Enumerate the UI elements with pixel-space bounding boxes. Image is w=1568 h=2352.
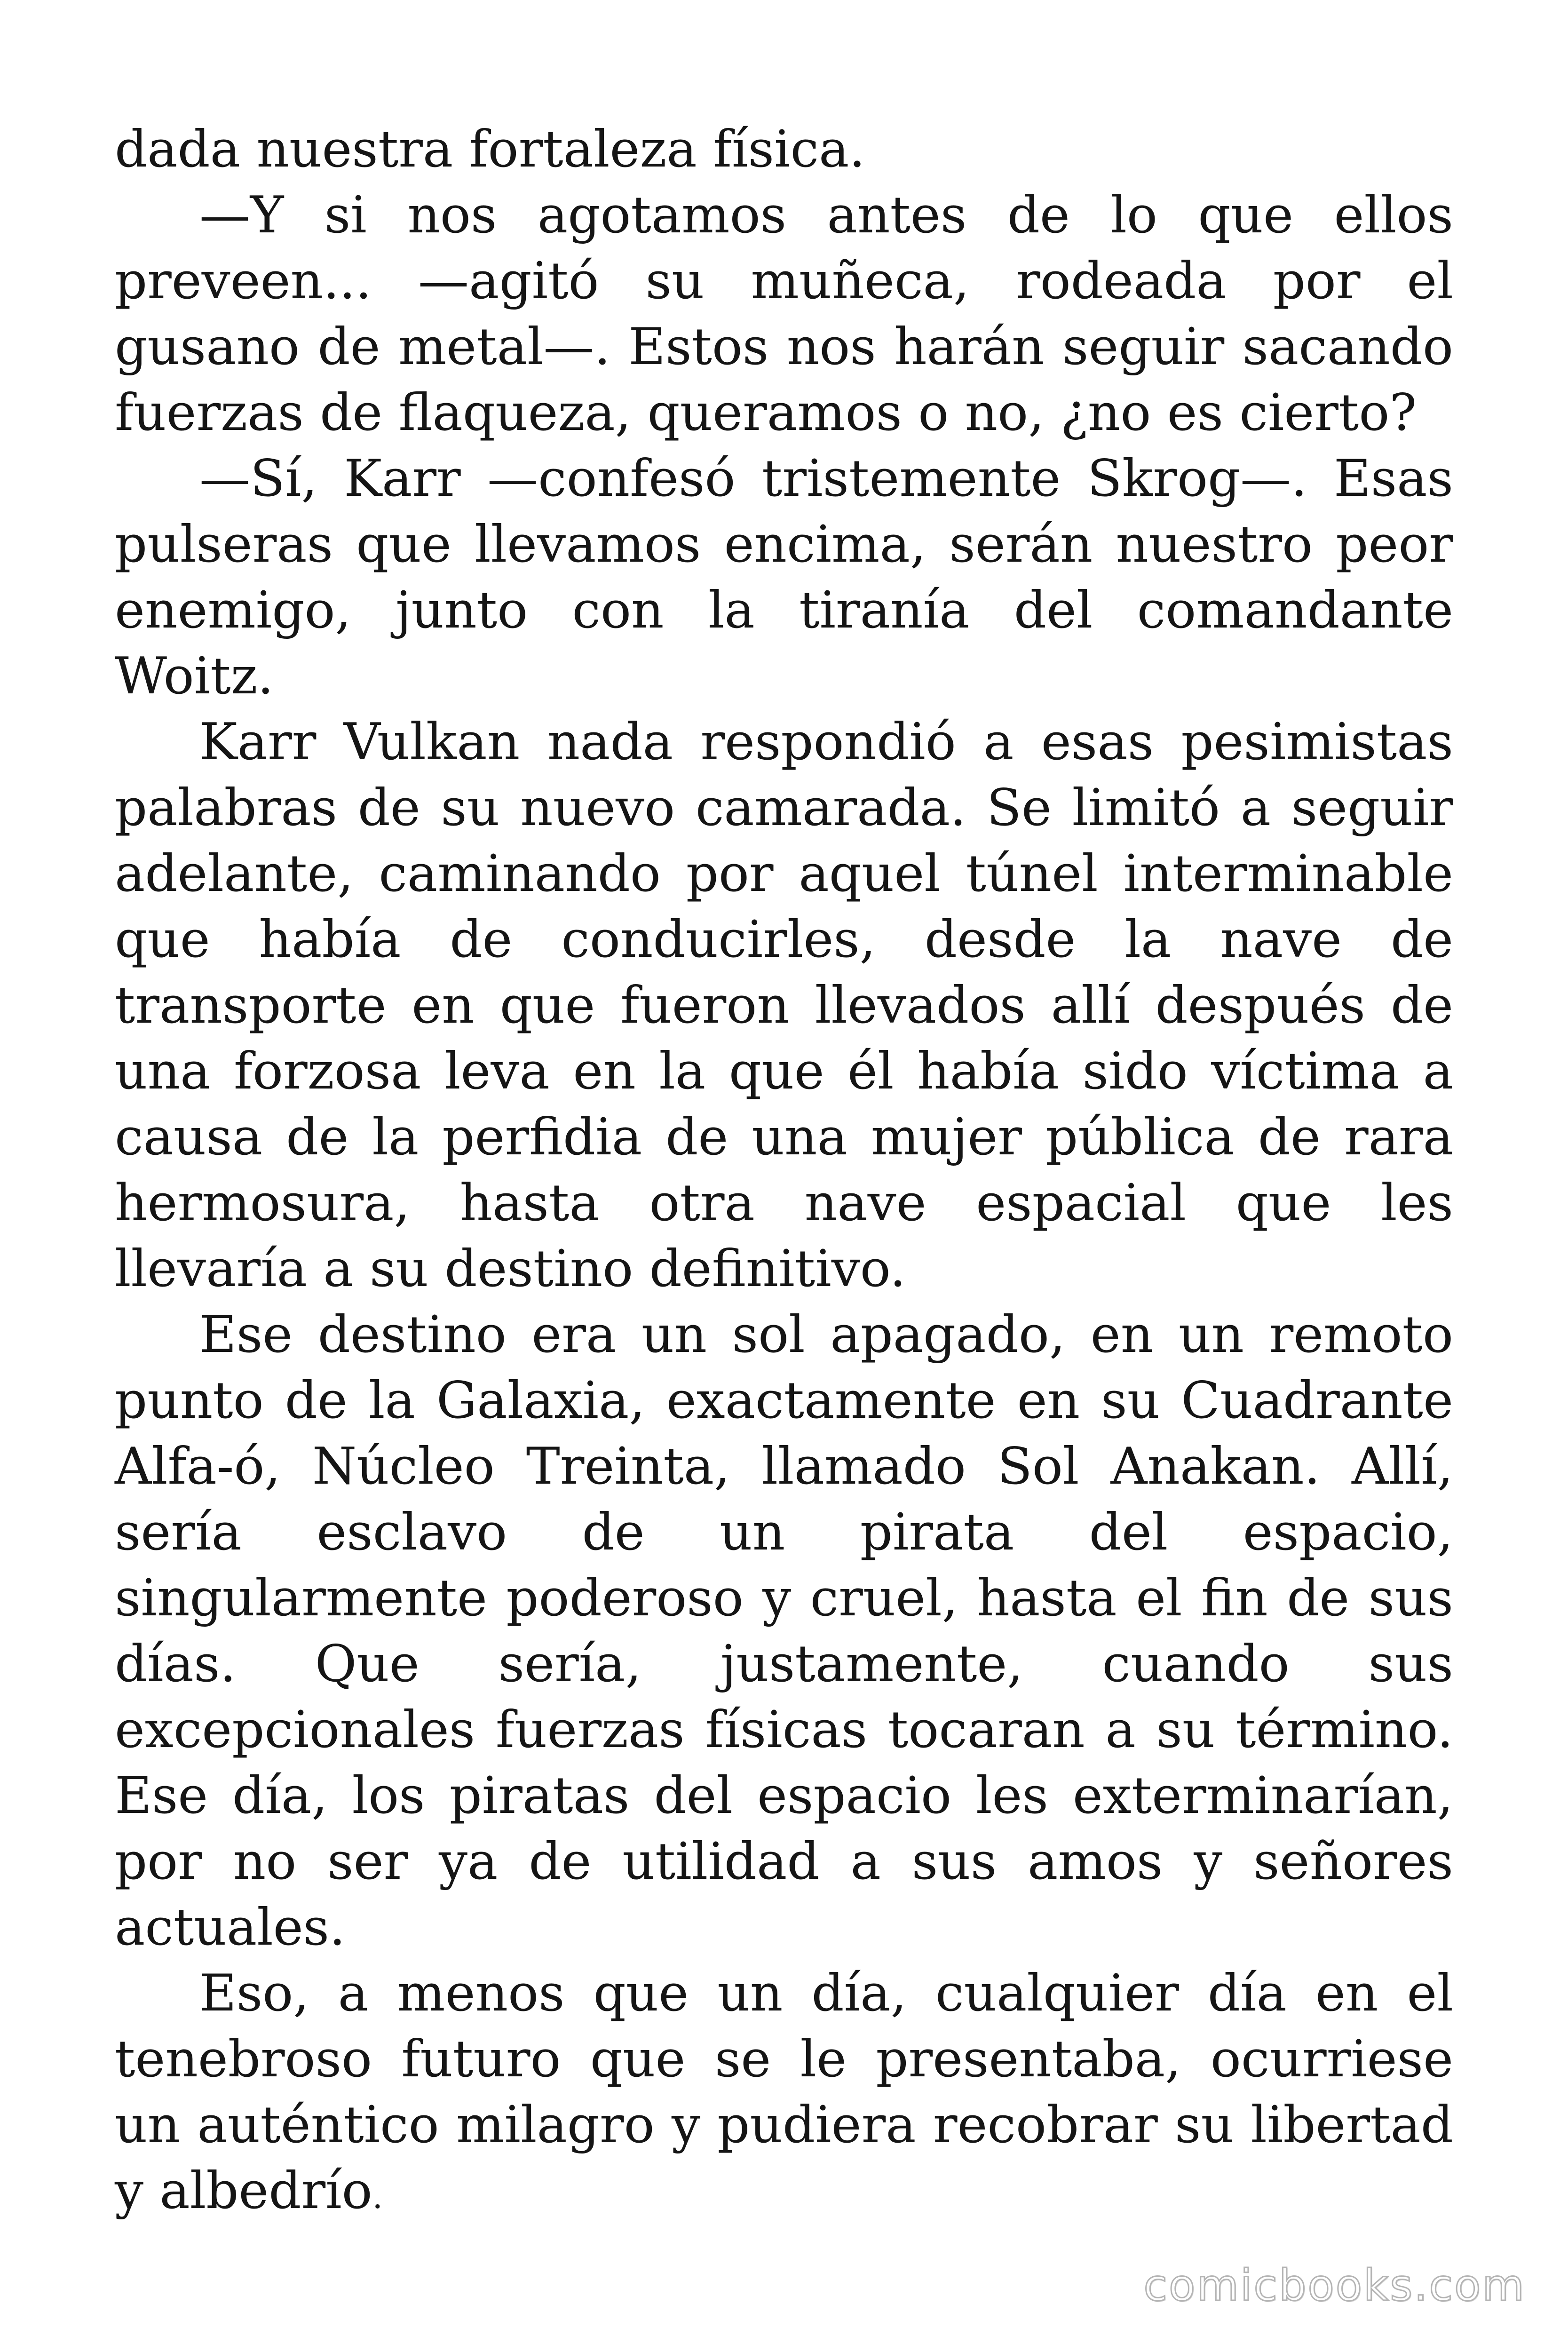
- paragraph-miracle: [115, 1961, 1453, 2230]
- paragraph-destination: Ese destino era un sol apagado, en un remoto punto de la Galaxia, exactamente en su Cuadrante Alfa-ó, Núcleo Treinta, llamado Sol Anakan. Allí, sería esclavo de un pirata del espacio, singularmente poderoso y cruel, hasta el fin de sus días. Que sería, justamente, cuando sus excepcionales fuerzas físicas tocaran a su término. Ese día, los piratas del espacio les exterminarían, por no ser ya de utilidad a sus amos y señores actuales.: [115, 1305, 1453, 1957]
- paragraph-tunnel: Karr Vulkan nada respondió a esas pesimistas palabras de su nuevo camarada. Se limitó a seguir adelante, caminando por aquel túnel interminable que había de conducirles, desde la nave de transporte en que fueron llevados allí después de una forzosa leva en la que él había sido víctima a causa de la perfidia de una mujer pública de rara hermosura, hasta otra nave espacial que les llevaría a su destino definitivo.: [115, 713, 1453, 1298]
- final-period: .: [372, 2177, 383, 2216]
- paragraph-continuation: dada nuestra fortaleza física.: [115, 120, 865, 179]
- paragraph-dialogue-skrog: —Sí, Karr —confesó tristemente Skrog—. Esas pulseras que llevamos encima, serán nuestro peor enemigo, junto con la tiranía del comandante Woitz.: [115, 449, 1453, 706]
- watermark: comicbooks.com: [1143, 2260, 1526, 2311]
- body-text: [115, 117, 1453, 2230]
- paragraph-dialogue-karr: —Y si nos agotamos antes de lo que ellos preveen... —agitó su muñeca, rodeada por el gusano de metal—. Estos nos harán seguir sacando fuerzas de flaqueza, queramos o no, ¿no es cierto?: [115, 186, 1453, 442]
- paragraph-miracle-text: Eso, a menos que un día, cualquier día en el tenebroso futuro que se le presentaba, ocurriese un auténtico milagro y pudiera recobrar su libertad y albedrío: [115, 1964, 1453, 2220]
